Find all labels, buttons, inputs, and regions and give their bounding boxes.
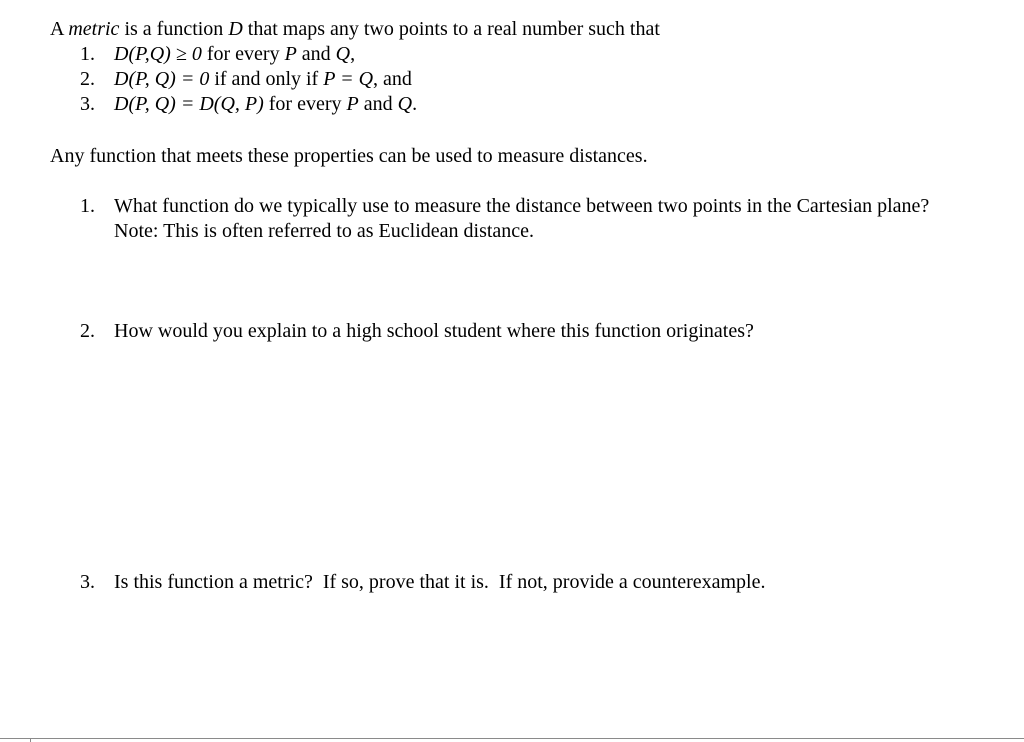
property-text: if and only if <box>209 68 324 90</box>
property-item-nonnegativity <box>80 42 417 67</box>
question-number: 3. <box>80 571 95 593</box>
property-number: 1. <box>80 43 95 65</box>
intro-suffix: that maps any two points to a real number such that <box>242 18 660 40</box>
property-text: . <box>412 93 418 115</box>
property-item-symmetry <box>80 92 417 117</box>
question-item <box>80 194 929 244</box>
property-text: , <box>350 43 356 65</box>
property-expression: D(P,Q) ≥ 0 <box>114 43 202 65</box>
metric-definition-intro <box>50 17 660 42</box>
property-number: 2. <box>80 68 95 90</box>
property-variable: P <box>346 93 359 115</box>
property-variable: P = Q <box>323 68 374 90</box>
question-number: 2. <box>80 320 95 342</box>
page-bottom-divider <box>0 738 1024 739</box>
metric-term: metric <box>68 18 120 40</box>
question-body <box>114 194 929 244</box>
property-text: , and <box>373 68 412 90</box>
question-text: Is this function a metric? If so, prove that it is. If not, provide a counterexample. <box>114 571 766 593</box>
question-note: Note: This is often referred to as Euclidean distance. <box>114 220 535 242</box>
property-variable: Q <box>397 93 413 115</box>
property-variable: P <box>284 43 297 65</box>
page-bottom-divider-tick <box>30 738 31 742</box>
question-number: 1. <box>80 195 95 217</box>
property-text: and <box>296 43 336 65</box>
intro-middle: is a function <box>119 18 229 40</box>
intro-prefix: A <box>50 18 69 40</box>
property-text: for every <box>263 93 347 115</box>
property-variable: Q <box>335 43 351 65</box>
property-number: 3. <box>80 93 95 115</box>
question-item <box>80 570 765 595</box>
property-expression: D(P, Q) = 0 <box>114 68 210 90</box>
summary-sentence: Any function that meets these properties can be used to measure distances. <box>50 145 648 167</box>
question-text: What function do we typically use to measure the distance between two points in the Cartesian plane? <box>114 195 930 217</box>
property-item-identity <box>80 67 417 92</box>
question-item <box>80 319 754 344</box>
metric-properties-list <box>80 42 417 117</box>
property-expression: D(P, Q) = D(Q, P) <box>114 93 264 115</box>
property-text: and <box>358 93 398 115</box>
function-symbol: D <box>228 18 243 40</box>
question-text: How would you explain to a high school student where this function originates? <box>114 320 754 342</box>
property-text: for every <box>201 43 285 65</box>
